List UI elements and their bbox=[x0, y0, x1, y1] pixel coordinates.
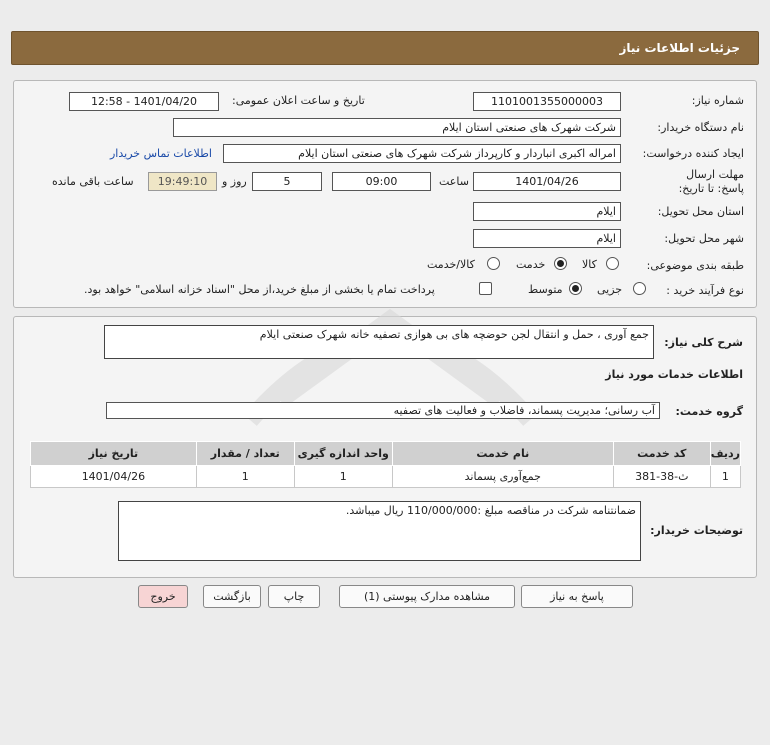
category-label: طبقه بندی موضوعی: bbox=[646, 259, 744, 272]
need-number-field: 1101001355000003 bbox=[473, 92, 621, 111]
process-medium-label: متوسط bbox=[528, 283, 563, 296]
deadline-date-field: 1401/04/26 bbox=[473, 172, 621, 191]
summary-label: شرح کلی نیاز: bbox=[664, 336, 743, 349]
buyer-org-field: شرکت شهرک های صنعتی استان ایلام bbox=[173, 118, 621, 137]
process-minor-radio[interactable] bbox=[633, 282, 646, 295]
announce-label: تاریخ و ساعت اعلان عمومی: bbox=[232, 94, 365, 107]
category-goods-service-label: کالا/خدمت bbox=[427, 258, 475, 271]
attachments-button[interactable]: مشاهده مدارک پیوستی (1) bbox=[339, 585, 515, 608]
deadline-time-field: 09:00 bbox=[332, 172, 431, 191]
service-group-label: گروه خدمت: bbox=[675, 405, 743, 418]
summary-field: جمع آوری ، حمل و انتقال لجن حوضچه های بی هوازی تصفیه خانه شهرک صنعتی ایلام bbox=[104, 325, 654, 359]
print-button[interactable]: چاپ bbox=[268, 585, 320, 608]
page-header bbox=[11, 31, 759, 65]
cell-service-name: جمع‌آوری پسماند bbox=[392, 466, 613, 488]
creator-label: ایجاد کننده درخواست: bbox=[642, 147, 744, 160]
reply-button[interactable]: پاسخ به نیاز bbox=[521, 585, 633, 608]
need-number-label: شماره نیاز: bbox=[691, 94, 744, 107]
category-goods-service-radio[interactable] bbox=[487, 257, 500, 270]
city-field: ایلام bbox=[473, 229, 621, 248]
process-label: نوع فرآیند خرید : bbox=[666, 284, 744, 297]
deadline-time-label: ساعت bbox=[439, 175, 469, 188]
exit-button[interactable]: خروج bbox=[138, 585, 188, 608]
treasury-payment-note: پرداخت تمام یا بخشی از مبلغ خرید،از محل "اسناد خزانه اسلامی" خواهد بود. bbox=[84, 283, 435, 296]
cell-quantity: 1 bbox=[196, 466, 294, 488]
treasury-payment-checkbox[interactable] bbox=[479, 282, 492, 295]
province-label: استان محل تحویل: bbox=[657, 205, 744, 218]
city-label: شهر محل تحویل: bbox=[664, 232, 744, 245]
buyer-notes-label: توضیحات خریدار: bbox=[650, 524, 743, 537]
remaining-time-field: 19:49:10 bbox=[148, 172, 217, 191]
remaining-label: ساعت باقی مانده bbox=[52, 175, 134, 188]
col-unit: واحد اندازه گیری bbox=[294, 442, 392, 466]
buyer-contact-link[interactable]: اطلاعات تماس خریدار bbox=[110, 147, 212, 160]
table-header-row bbox=[31, 442, 741, 466]
process-minor-label: جزیی bbox=[597, 283, 623, 296]
col-service-code: کد خدمت bbox=[613, 442, 710, 466]
buyer-notes-field: ضمانتنامه شرکت در مناقصه مبلغ :110/000/000 ریال میباشد. bbox=[118, 501, 641, 561]
table-row[interactable] bbox=[31, 466, 741, 488]
category-service-label: خدمت bbox=[516, 258, 546, 271]
col-row: ردیف bbox=[710, 442, 740, 466]
cell-unit: 1 bbox=[294, 466, 392, 488]
need-info-panel bbox=[13, 80, 757, 308]
page-title: جزئیات اطلاعات نیاز bbox=[619, 41, 740, 55]
creator-field: امراله اکبری انباردار و کارپرداز شرکت شهرک های صنعتی استان ایلام bbox=[223, 144, 621, 163]
deadline-label: مهلت ارسال پاسخ: تا تاریخ: bbox=[678, 168, 744, 195]
cell-need-date: 1401/04/26 bbox=[31, 466, 197, 488]
back-button[interactable]: بازگشت bbox=[203, 585, 261, 608]
announce-datetime-field: 1401/04/20 - 12:58 bbox=[69, 92, 219, 111]
process-medium-radio[interactable] bbox=[569, 282, 582, 295]
days-field: 5 bbox=[252, 172, 322, 191]
province-field: ایلام bbox=[473, 202, 621, 221]
col-need-date: تاریخ نیاز bbox=[31, 442, 197, 466]
category-goods-label: کالا bbox=[582, 258, 597, 271]
services-table bbox=[30, 441, 741, 488]
category-goods-radio[interactable] bbox=[606, 257, 619, 270]
days-label: روز و bbox=[222, 175, 247, 188]
col-quantity: تعداد / مقدار bbox=[196, 442, 294, 466]
cell-service-code: ث-38-381 bbox=[613, 466, 710, 488]
buyer-org-label: نام دستگاه خریدار: bbox=[657, 121, 744, 134]
service-group-field: آب رسانی؛ مدیریت پسماند، فاضلاب و فعالیت های تصفیه bbox=[106, 402, 660, 419]
col-service-name: نام خدمت bbox=[392, 442, 613, 466]
services-heading: اطلاعات خدمات مورد نیاز bbox=[605, 368, 743, 381]
category-service-radio[interactable] bbox=[554, 257, 567, 270]
cell-row: 1 bbox=[710, 466, 740, 488]
